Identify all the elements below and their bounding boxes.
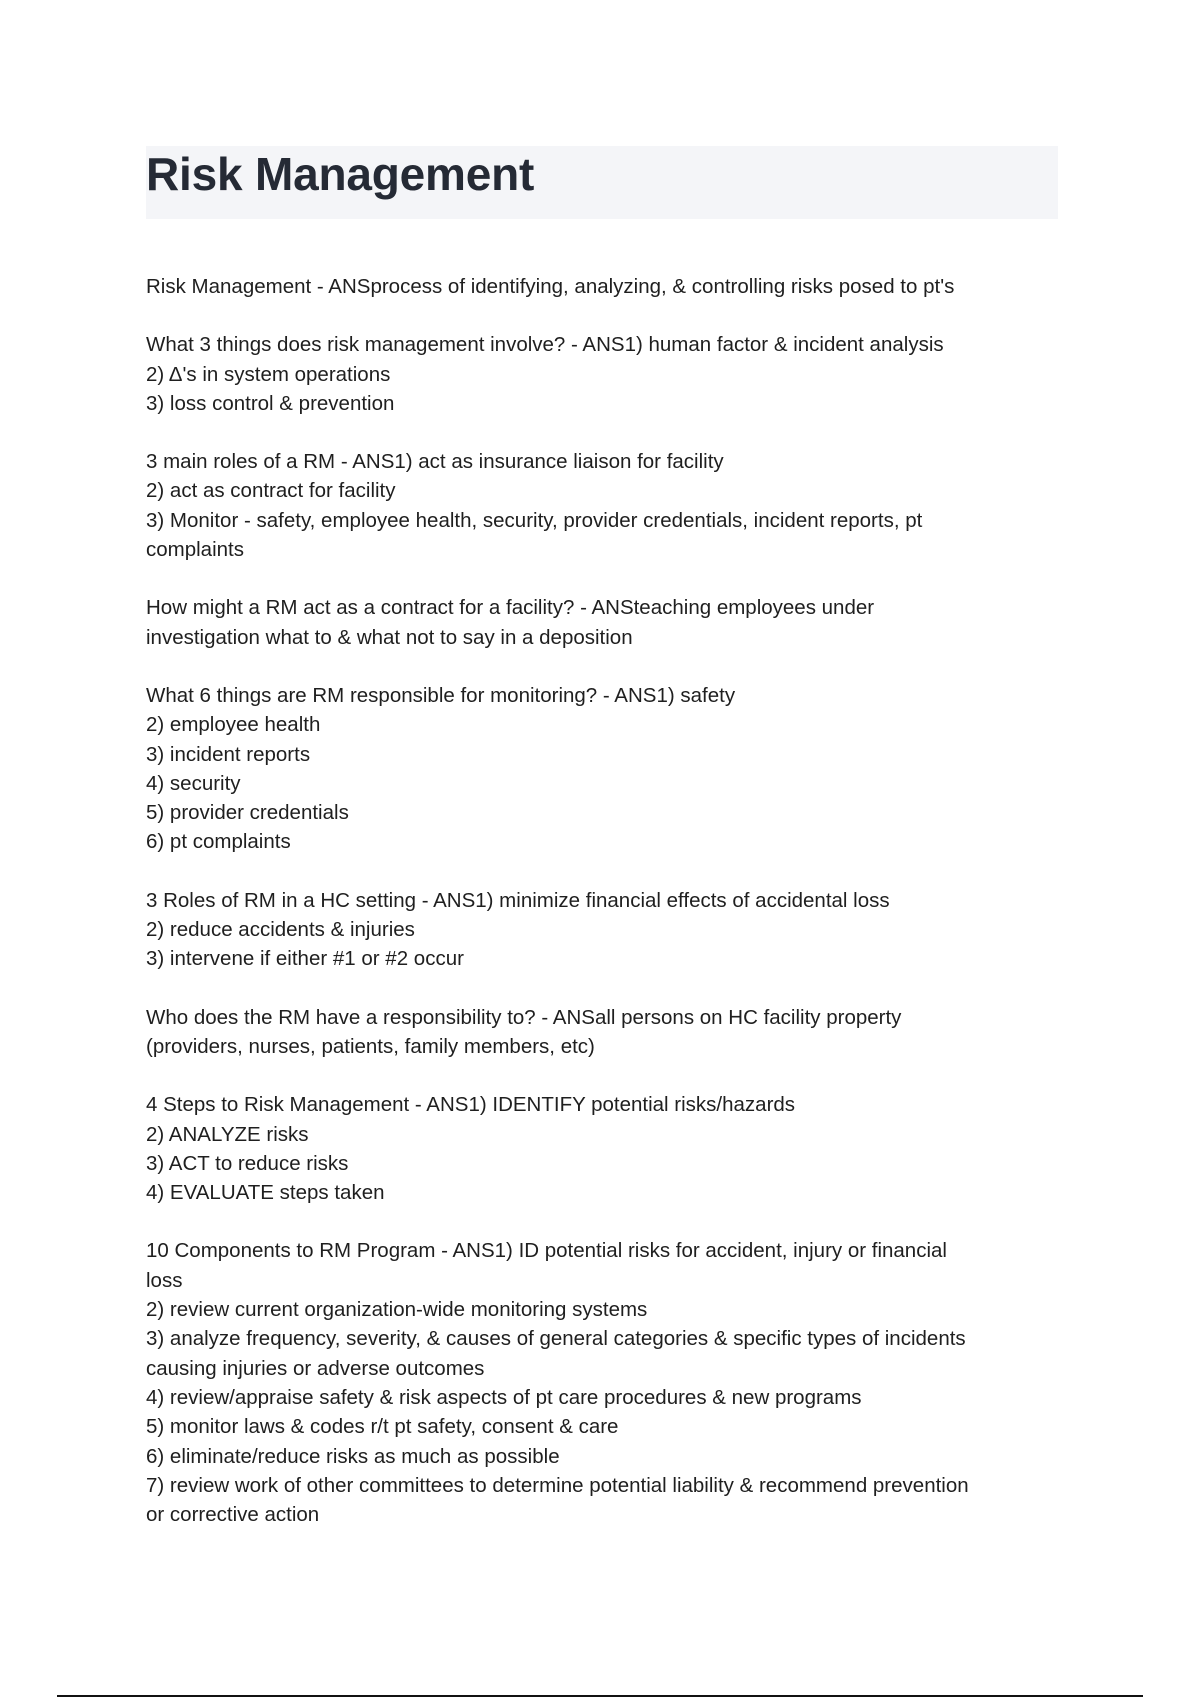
qa-question-line: What 6 things are RM responsible for monitoring? - ANS1) safety xyxy=(146,683,736,707)
qa-item xyxy=(146,330,1058,418)
qa-answer-line: 2) act as contract for facility xyxy=(146,479,396,503)
qa-question-line: How might a RM act as a contract for a facility? - ANSteaching employees under xyxy=(146,596,875,620)
qa-answer-line: causing injuries or adverse outcomes xyxy=(146,1356,485,1380)
qa-answer-line: (providers, nurses, patients, family members, etc) xyxy=(146,1034,595,1058)
qa-answer-line: 3) intervene if either #1 or #2 occur xyxy=(146,947,464,971)
qa-answer-line: 2) reduce accidents & injuries xyxy=(146,918,415,942)
footer-divider xyxy=(57,1695,1143,1697)
document-body xyxy=(146,272,1058,1558)
qa-answer-line: 3) loss control & prevention xyxy=(146,391,395,415)
qa-item xyxy=(146,1090,1058,1207)
qa-item xyxy=(146,681,1058,857)
qa-item xyxy=(146,447,1058,564)
qa-answer-line: 7) review work of other committees to determine potential liability & recommend prevention xyxy=(146,1473,969,1497)
qa-question-line: 3 Roles of RM in a HC setting - ANS1) minimize financial effects of accidental loss xyxy=(146,888,890,912)
qa-answer-line: 3) Monitor - safety, employee health, security, provider credentials, incident reports, pt xyxy=(146,508,923,532)
qa-answer-line: 3) incident reports xyxy=(146,742,311,766)
qa-answer-line: 2) review current organization-wide monitoring systems xyxy=(146,1298,648,1322)
qa-question-line: 10 Components to RM Program - ANS1) ID potential risks for accident, injury or financial xyxy=(146,1239,947,1263)
qa-item xyxy=(146,593,1058,652)
qa-answer-line: loss xyxy=(146,1268,183,1292)
qa-answer-line: complaints xyxy=(146,538,244,562)
qa-answer-line: 4) review/appraise safety & risk aspects of pt care procedures & new programs xyxy=(146,1385,862,1409)
qa-question-line: What 3 things does risk management involve? - ANS1) human factor & incident analysis xyxy=(146,333,944,357)
qa-answer-line: 5) provider credentials xyxy=(146,801,349,825)
qa-answer-line: 6) pt complaints xyxy=(146,830,291,854)
qa-answer-line: 6) eliminate/reduce risks as much as possible xyxy=(146,1444,560,1468)
qa-answer-line: 3) ACT to reduce risks xyxy=(146,1151,349,1175)
qa-answer-line: or corrective action xyxy=(146,1503,320,1527)
qa-answer-line: investigation what to & what not to say in a deposition xyxy=(146,625,633,649)
qa-answer-line: 2) Δ's in system operations xyxy=(146,362,391,386)
qa-answer-line: 5) monitor laws & codes r/t pt safety, consent & care xyxy=(146,1415,619,1439)
qa-answer-line: 2) employee health xyxy=(146,713,321,737)
qa-item xyxy=(146,272,1058,301)
document-title: Risk Management xyxy=(146,148,535,200)
qa-question-line: 4 Steps to Risk Management - ANS1) IDENTIFY potential risks/hazards xyxy=(146,1093,796,1117)
qa-answer-line: 4) security xyxy=(146,771,241,795)
qa-item xyxy=(146,1236,1058,1529)
qa-answer-line: 3) analyze frequency, severity, & causes of general categories & specific types of incidents xyxy=(146,1327,966,1351)
qa-item xyxy=(146,1003,1058,1062)
qa-answer-line: 2) ANALYZE risks xyxy=(146,1122,309,1146)
qa-answer-line: 4) EVALUATE steps taken xyxy=(146,1181,385,1205)
qa-question-line: Who does the RM have a responsibility to? - ANSall persons on HC facility property xyxy=(146,1005,902,1029)
qa-item xyxy=(146,886,1058,974)
qa-question-line: 3 main roles of a RM - ANS1) act as insurance liaison for facility xyxy=(146,450,724,474)
qa-question-line: Risk Management - ANSprocess of identifying, analyzing, & controlling risks posed to pt's xyxy=(146,275,955,298)
